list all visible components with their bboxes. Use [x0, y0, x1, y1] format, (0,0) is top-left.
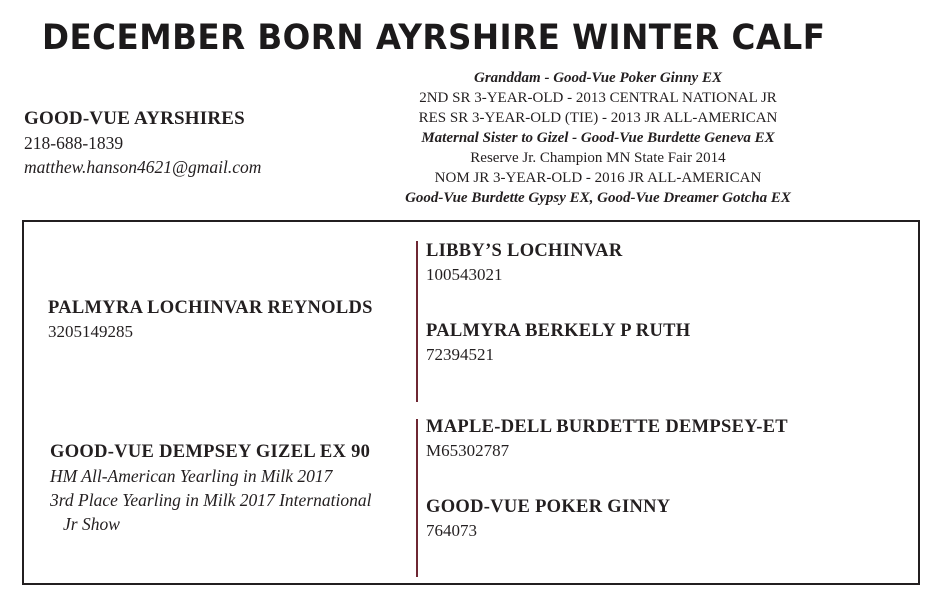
dam-sire-registration: M65302787	[426, 441, 510, 460]
phone-number: 218-688-1839	[24, 133, 124, 153]
logo-fragment	[40, 0, 150, 8]
sire-sire-entry	[426, 239, 623, 287]
pedigree-box	[22, 220, 920, 585]
contact-block	[24, 107, 261, 179]
sire-dam-entry	[426, 319, 690, 367]
dam-award: Jr Show	[63, 514, 120, 534]
sire-entry	[48, 296, 373, 344]
sire-sire-name: LIBBY’S LOCHINVAR	[426, 241, 623, 261]
dam-entry	[50, 440, 371, 536]
dam-award: HM All-American Yearling in Milk 2017	[50, 466, 333, 486]
farm-name: GOOD-VUE AYRSHIRES	[24, 108, 245, 129]
pedigree-notes	[372, 68, 824, 208]
dam-dam-registration: 764073	[426, 521, 477, 540]
sire-dam-registration: 72394521	[426, 345, 494, 364]
sire-bracket-line	[416, 241, 418, 402]
note-line: RES SR 3-YEAR-OLD (TIE) - 2013 JR ALL-AMERICAN	[418, 110, 778, 126]
note-line: Granddam - Good-Vue Poker Ginny EX	[474, 70, 722, 86]
page-title: DECEMBER BORN AYRSHIRE WINTER CALF	[42, 18, 826, 58]
dam-sire-name: MAPLE-DELL BURDETTE DEMPSEY-ET	[426, 417, 788, 437]
sire-sire-registration: 100543021	[426, 265, 503, 284]
dam-name: GOOD-VUE DEMPSEY GIZEL EX 90	[50, 442, 371, 462]
dam-dam-entry	[426, 495, 670, 543]
note-line: Maternal Sister to Gizel - Good-Vue Burdette Geneva EX	[421, 130, 775, 146]
dam-sire-entry	[426, 415, 788, 463]
note-line: 2ND SR 3-YEAR-OLD - 2013 CENTRAL NATIONAL JR	[419, 90, 777, 106]
dam-dam-name: GOOD-VUE POKER GINNY	[426, 497, 671, 517]
note-line: Reserve Jr. Champion MN State Fair 2014	[470, 150, 726, 166]
note-line: NOM JR 3-YEAR-OLD - 2016 JR ALL-AMERICAN	[434, 170, 762, 186]
email-address: matthew.hanson4621@gmail.com	[24, 157, 262, 177]
note-line: Good-Vue Burdette Gypsy EX, Good-Vue Dreamer Gotcha EX	[405, 190, 791, 206]
sire-dam-name: PALMYRA BERKELY P RUTH	[426, 321, 691, 341]
sire-name: PALMYRA LOCHINVAR REYNOLDS	[48, 298, 373, 318]
dam-award: 3rd Place Yearling in Milk 2017 International	[50, 490, 372, 510]
sire-registration: 3205149285	[48, 322, 133, 341]
dam-bracket-line	[416, 419, 418, 577]
